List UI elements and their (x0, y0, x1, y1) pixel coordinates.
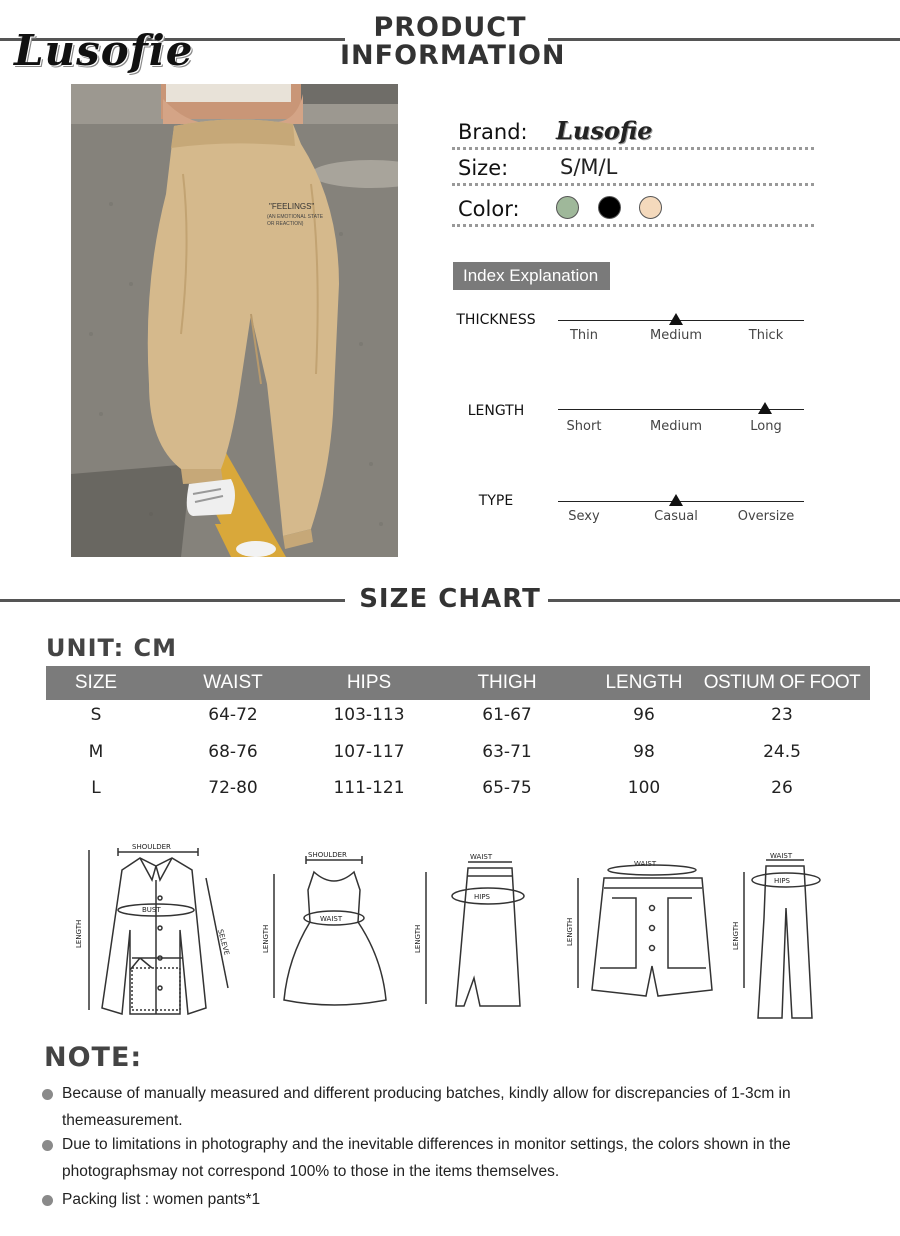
header-line-right (548, 38, 900, 41)
shirt-bust-label: BUST (142, 906, 161, 914)
dress-length-label: LENGTH (262, 924, 270, 953)
product-photo-illustration (71, 84, 398, 557)
size-chart-title: SIZE CHART (359, 584, 541, 614)
pants-waist-label: WAIST (770, 852, 793, 860)
shirt-sleeve-label: SELEVE (216, 928, 231, 957)
color-label: Color: (458, 197, 520, 221)
thickness-option-medium: Medium (650, 328, 702, 343)
cell-thigh: 61-67 (482, 705, 532, 725)
thickness-option-thin: Thin (569, 328, 599, 343)
cell-size: L (91, 778, 101, 798)
cell-hips: 111-121 (333, 778, 405, 798)
brand-label: Brand: (458, 120, 528, 144)
type-marker-icon (669, 494, 683, 506)
size-label: Size: (458, 156, 509, 180)
note-item-1: Because of manually measured and different producing batches, kindly allow for discrepancies of 1-3cm in themeasurement. (62, 1085, 791, 1129)
color-swatch-black[interactable] (598, 196, 621, 219)
size-row (452, 152, 814, 186)
type-option-casual: Casual (654, 509, 698, 524)
pants-print-line-1: (AN EMOTIONAL STATE (267, 214, 324, 220)
length-option-long: Long (750, 419, 782, 434)
skirt-diagram (414, 853, 524, 1006)
dress-diagram (262, 851, 386, 1005)
brand-value: Lusofie (556, 116, 653, 145)
shirt-length-label: LENGTH (75, 919, 83, 948)
pants-print-line-2: OR REACTION) (267, 221, 304, 227)
brand-row (452, 116, 814, 150)
size-table-header (46, 666, 870, 700)
cell-waist: 72-80 (208, 778, 258, 798)
cell-size: M (88, 742, 104, 762)
bullet-icon (42, 1140, 53, 1151)
note-item-3: Packing list : women pants*1 (62, 1191, 261, 1208)
unit-label: UNIT: CM (46, 634, 178, 662)
type-option-oversize: Oversize (737, 509, 795, 524)
bullet-icon (42, 1195, 53, 1206)
color-swatch-green[interactable] (556, 196, 579, 219)
shorts-waist-label: WAIST (634, 860, 657, 868)
color-row (452, 193, 814, 227)
cell-hips: 103-113 (333, 705, 405, 725)
thickness-label: THICKNESS (456, 312, 536, 328)
pants-diagram (732, 852, 820, 1018)
cell-waist: 64-72 (208, 705, 258, 725)
note-title: NOTE: (44, 1042, 143, 1073)
header-hips: HIPS (346, 672, 392, 693)
thickness-marker-icon (669, 313, 683, 325)
length-marker-icon (758, 402, 772, 414)
cell-length: 100 (627, 778, 661, 798)
cell-hips: 107-117 (333, 742, 405, 762)
cell-length: 98 (633, 742, 655, 762)
size-value: S/M/L (560, 155, 618, 179)
type-label: TYPE (478, 493, 514, 509)
garment-diagrams (60, 838, 840, 1028)
shorts-diagram (566, 860, 712, 996)
cell-ostium: 23 (771, 705, 793, 725)
cell-ostium: 24.5 (763, 742, 801, 762)
shirt-diagram (75, 843, 231, 1014)
skirt-length-label: LENGTH (414, 924, 422, 953)
brand-logo: Lusofie (14, 26, 194, 75)
size-chart-line-right (548, 599, 900, 602)
color-swatch-apricot[interactable] (639, 196, 662, 219)
bullet-icon (42, 1089, 53, 1100)
dress-shoulder-label: SHOULDER (308, 851, 347, 859)
title-line-2: INFORMATION (340, 40, 566, 71)
note-item-2: Due to limitations in photography and the inevitable differences in monitor settings, the colors shown in the photographsmay not correspond 100% to those in the items themselves. (62, 1136, 791, 1180)
length-option-short: Short (566, 419, 602, 434)
header-waist: WAIST (203, 672, 263, 693)
cell-ostium: 26 (771, 778, 793, 798)
shirt-shoulder-label: SHOULDER (132, 843, 171, 851)
header-thigh: THIGH (477, 672, 537, 693)
product-photo (71, 84, 398, 557)
pants-hips-label: HIPS (774, 877, 790, 885)
cell-size: S (90, 705, 102, 725)
shorts-length-label: LENGTH (566, 917, 574, 946)
title-line-1: PRODUCT (373, 12, 527, 43)
index-explanation-title: Index Explanation (453, 262, 610, 290)
header-size: SIZE (74, 672, 118, 693)
header-ostium: OSTIUM OF FOOT (703, 672, 861, 693)
cell-thigh: 65-75 (482, 778, 532, 798)
thickness-option-thick: Thick (748, 328, 784, 343)
pants-print-heading: "FEELINGS" (269, 202, 315, 211)
dress-waist-label: WAIST (320, 915, 343, 923)
header-length: LENGTH (605, 672, 683, 693)
cell-length: 96 (633, 705, 655, 725)
cell-thigh: 63-71 (482, 742, 532, 762)
pants-length-label: LENGTH (732, 921, 740, 950)
cell-waist: 68-76 (208, 742, 258, 762)
length-option-medium: Medium (650, 419, 702, 434)
skirt-waist-label: WAIST (470, 853, 493, 861)
skirt-hips-label: HIPS (474, 893, 490, 901)
type-option-sexy: Sexy (568, 509, 600, 524)
product-information-title (340, 12, 566, 71)
length-label: LENGTH (467, 403, 525, 419)
size-chart-line-left (0, 599, 345, 602)
